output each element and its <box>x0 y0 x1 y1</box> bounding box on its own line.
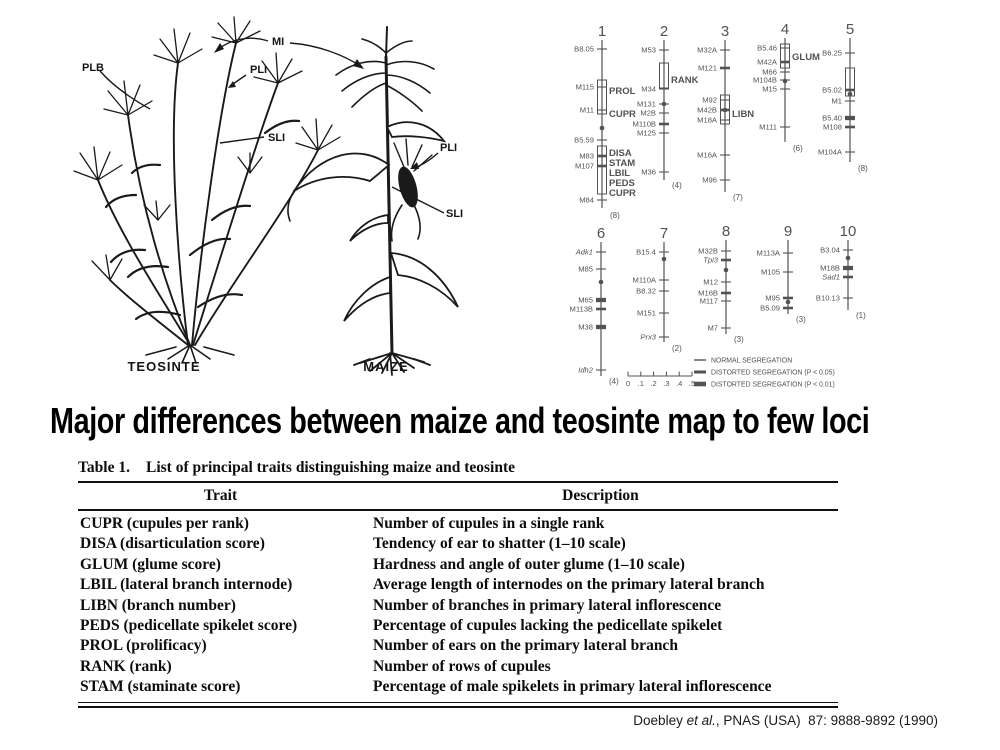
traits-table <box>78 459 838 708</box>
marker-label: M92 <box>702 95 717 105</box>
marker-label: M42B <box>697 105 717 115</box>
marker-label: Adk1 <box>575 247 593 257</box>
description-cell: Number of ears on the primary lateral branch <box>373 637 678 655</box>
marker-label: M117 <box>699 296 718 306</box>
marker-label: M12 <box>703 277 718 287</box>
marker-label: M53 <box>641 45 656 55</box>
description-cell: Percentage of male spikelets in primary lateral inflorescence <box>373 678 772 696</box>
marker-label: M16A <box>697 150 717 160</box>
marker-label: M83 <box>579 151 594 161</box>
citation-post: , PNAS (USA) 87: 9888-9892 (1990) <box>715 713 938 728</box>
marker-count: (3) <box>734 335 744 344</box>
trait-cell: PEDS (pedicellate spikelet score) <box>80 617 298 635</box>
marker-count: (4) <box>609 377 619 386</box>
marker-label: M131 <box>637 99 656 109</box>
recombination-dot <box>846 256 851 261</box>
recombination-dot <box>599 280 604 285</box>
table-row <box>78 616 838 636</box>
chromosome-number: 6 <box>596 225 606 242</box>
marker-label: M15 <box>762 84 777 94</box>
marker-label: B5.02 <box>822 85 842 95</box>
scale-label: .1 <box>637 379 644 388</box>
description-cell: Percentage of cupules lacking the pedicellate spikelet <box>373 617 723 635</box>
label-pli-maize: PLI <box>440 142 458 154</box>
qtl-label: STAM <box>609 158 636 170</box>
description-cell: Hardness and angle of outer glume (1–10 scale) <box>373 555 685 573</box>
marker-label: M34 <box>641 84 656 94</box>
citation-pre: Doebley <box>633 713 687 728</box>
marker-label: Sad1 <box>822 272 840 282</box>
table-body <box>78 511 838 702</box>
chromosome-number: 7 <box>659 225 669 242</box>
marker-label: M111 <box>759 122 777 132</box>
table-row <box>78 534 838 554</box>
marker-label: M32B <box>698 246 718 256</box>
marker-label: M18B <box>820 263 840 273</box>
marker-label: M125 <box>637 128 656 138</box>
marker-label: B5.59 <box>574 135 594 145</box>
linkage-map-figure <box>555 10 975 402</box>
qtl-label: PROL <box>609 86 636 98</box>
teosinte-drawing <box>74 17 340 363</box>
trait-cell: LIBN (branch number) <box>80 596 236 614</box>
plant-comparison-figure <box>40 15 540 383</box>
trait-cell: STAM (staminate score) <box>80 678 241 696</box>
description-cell: Number of cupules in a single rank <box>373 515 605 532</box>
marker-count: (8) <box>858 164 868 173</box>
marker-label: B15.4 <box>636 247 656 257</box>
marker-label: M110A <box>632 275 656 285</box>
marker-label: M115 <box>575 82 594 92</box>
marker-count: (1) <box>856 311 866 320</box>
recombination-dot <box>848 92 853 97</box>
marker-label: B8.05 <box>574 44 594 54</box>
marker-label: M108 <box>823 122 842 132</box>
marker-label: B5.46 <box>757 43 777 53</box>
label-sli-maize: SLI <box>446 208 464 220</box>
marker-count: (4) <box>672 181 682 190</box>
column-header-trait: Trait <box>203 487 238 504</box>
trait-cell: GLUM (glume score) <box>80 555 221 573</box>
marker-label: B10.13 <box>815 293 840 303</box>
marker-label: Tpi3 <box>703 255 718 265</box>
qtl-label: LIBN <box>732 109 755 121</box>
marker-label: M113B <box>569 304 593 314</box>
table-row <box>78 575 838 595</box>
recombination-dot <box>786 300 791 305</box>
label-mi: MI <box>272 36 285 48</box>
marker-label: M11 <box>579 105 594 115</box>
marker-label: M32A <box>697 45 717 55</box>
marker-label: M85 <box>578 264 593 274</box>
maize-drawing <box>288 27 458 375</box>
marker-label: M113A <box>756 248 780 258</box>
scale-label: .2 <box>650 379 657 388</box>
qtl-label: LBIL <box>609 168 631 180</box>
chromosome-number: 3 <box>720 23 730 40</box>
marker-label: Idh2 <box>578 365 593 375</box>
column-header-description: Description <box>562 487 639 504</box>
qtl-label: CUPR <box>609 188 636 200</box>
citation <box>633 713 938 728</box>
marker-label: M36 <box>641 167 656 177</box>
marker-label: B8.32 <box>636 286 656 296</box>
page-title: Major differences between maize and teosinte map to few loci <box>50 400 870 441</box>
marker-label: M65 <box>578 295 593 305</box>
chromosome-number: 2 <box>659 23 669 40</box>
trait-cell: DISA (disarticulation score) <box>80 535 265 553</box>
marker-label: B5.09 <box>760 303 780 313</box>
table-row <box>78 636 838 656</box>
citation-etal: et al. <box>686 713 716 728</box>
qtl-label: RANK <box>671 75 699 87</box>
marker-label: M66 <box>762 67 777 77</box>
legend-label: DISTORTED SEGREGATION (P < 0.01) <box>711 381 835 389</box>
trait-cell: CUPR (cupules per rank) <box>80 515 249 532</box>
marker-label: M104B <box>752 75 777 85</box>
qtl-label: PEDS <box>609 178 635 190</box>
recombination-dot <box>662 102 667 107</box>
table-row <box>78 677 838 697</box>
chromosome-number: 4 <box>780 21 790 38</box>
marker-label: M107 <box>575 161 594 171</box>
recombination-dot <box>783 79 788 84</box>
maize-caption: MAIZE <box>363 359 409 374</box>
description-cell: Number of branches in primary lateral inflorescence <box>373 596 722 614</box>
marker-label: M16B <box>698 288 718 298</box>
description-cell: Average length of internodes on the primary lateral branch <box>373 576 765 594</box>
marker-label: M151 <box>637 308 656 318</box>
marker-label: M18A <box>697 115 717 125</box>
label-sli-teosinte: SLI <box>268 132 286 144</box>
marker-count: (7) <box>733 193 743 202</box>
table-row <box>78 555 838 575</box>
marker-count: (8) <box>610 211 620 220</box>
label-plb: PLB <box>82 62 104 74</box>
recombination-dot <box>600 126 605 131</box>
chromosome-number: 9 <box>783 223 793 240</box>
marker-label: B5.40 <box>822 113 842 123</box>
chromosome-number: 1 <box>597 23 607 40</box>
marker-count: (3) <box>796 315 806 324</box>
marker-label: M104A <box>817 147 842 157</box>
marker-label: M42A <box>757 57 777 67</box>
scale-label: .3 <box>663 379 670 388</box>
trait-cell: RANK (rank) <box>80 657 172 675</box>
table-caption-label: Table 1. <box>78 459 130 476</box>
marker-label: M95 <box>765 293 780 303</box>
chromosome-number: 8 <box>721 223 731 240</box>
marker-label: M2B <box>640 108 656 118</box>
marker-label: B6.25 <box>822 48 842 58</box>
table-caption <box>78 459 838 481</box>
legend-label: NORMAL SEGREGATION <box>711 357 793 365</box>
description-cell: Tendency of ear to shatter (1–10 scale) <box>373 535 626 553</box>
marker-label: M7 <box>707 323 718 333</box>
recombination-dot <box>662 257 667 262</box>
recombination-dot <box>723 108 728 113</box>
teosinte-caption: TEOSINTE <box>127 359 201 374</box>
chromosome-number: 10 <box>839 223 857 240</box>
scale-label: 0 <box>625 379 631 388</box>
table-caption-text: List of principal traits distinguishing maize and teosinte <box>145 459 516 476</box>
legend-label: DISTORTED SEGREGATION (P < 0.05) <box>711 369 835 377</box>
table-bottom-rule <box>78 702 838 708</box>
qtl-label: CUPR <box>609 109 636 121</box>
marker-count: (2) <box>672 344 682 353</box>
scale-label: .4 <box>676 379 683 388</box>
marker-label: M1 <box>831 96 842 106</box>
table-row <box>78 514 838 534</box>
table-row <box>78 657 838 677</box>
trait-cell: LBIL (lateral branch internode) <box>80 576 293 594</box>
trait-cell: PROL (prolificacy) <box>80 637 207 655</box>
marker-label: M84 <box>579 195 594 205</box>
scale-label: .5 <box>688 379 696 388</box>
marker-label: M121 <box>698 63 717 73</box>
marker-count: (6) <box>793 144 803 153</box>
marker-label: Prx3 <box>640 332 656 342</box>
marker-label: B3.04 <box>820 245 840 255</box>
marker-label: M38 <box>578 322 593 332</box>
label-pli-teosinte: PLI <box>250 64 268 76</box>
recombination-dot <box>724 268 729 273</box>
chromosome-number: 5 <box>845 21 855 38</box>
qtl-label: DISA <box>609 148 632 160</box>
marker-label: M110B <box>632 119 656 129</box>
qtl-label: GLUM <box>792 52 820 64</box>
table-row <box>78 596 838 616</box>
description-cell: Number of rows of cupules <box>373 657 551 675</box>
marker-label: M105 <box>761 267 780 277</box>
table-header-row <box>78 483 838 509</box>
marker-label: M96 <box>702 175 717 185</box>
